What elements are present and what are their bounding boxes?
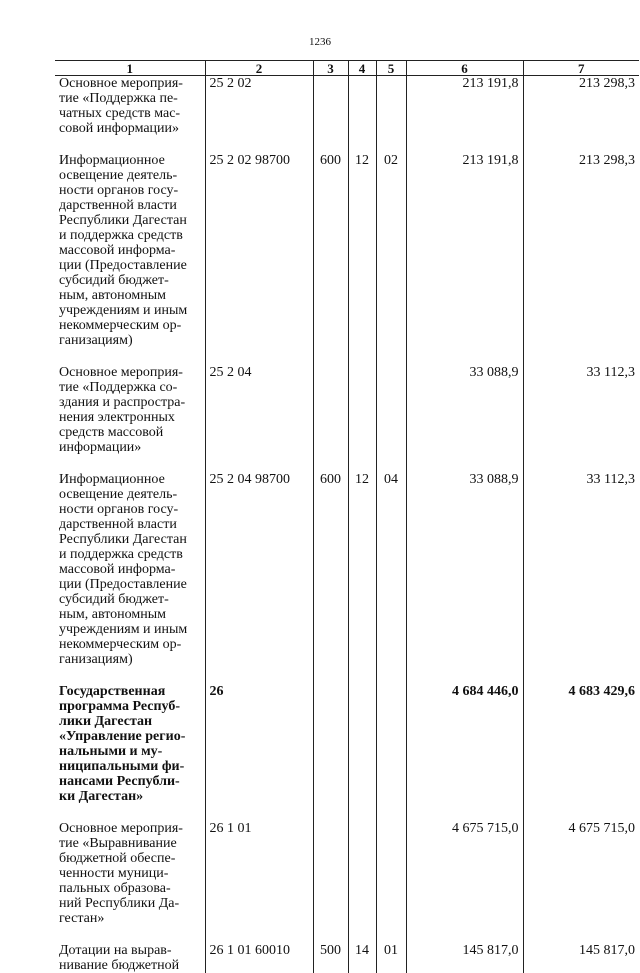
row-col3: 600 bbox=[313, 153, 348, 348]
spacer-cell bbox=[376, 804, 406, 821]
row-col5: 02 bbox=[376, 153, 406, 348]
spacer-cell bbox=[376, 136, 406, 153]
row-name: Основное мероприя- тие «Поддержка пе- чатных средств мас- совой информации» bbox=[55, 76, 205, 137]
row-code: 25 2 02 bbox=[205, 76, 313, 137]
spacer-cell bbox=[313, 926, 348, 943]
row-value-7: 145 817,0 bbox=[523, 943, 639, 973]
row-name: Дотации на вырав- нивание бюджетной bbox=[55, 943, 205, 973]
spacer-cell bbox=[523, 348, 639, 365]
row-value-6: 213 191,8 bbox=[406, 76, 523, 137]
row-col4: 14 bbox=[348, 943, 376, 973]
spacer-cell bbox=[348, 667, 376, 684]
spacer-cell bbox=[205, 455, 313, 472]
spacer-cell bbox=[523, 926, 639, 943]
spacer-cell bbox=[406, 348, 523, 365]
spacer-cell bbox=[55, 926, 205, 943]
row-col3 bbox=[313, 365, 348, 455]
spacer-cell bbox=[348, 926, 376, 943]
row-value-7: 33 112,3 bbox=[523, 365, 639, 455]
row-code: 26 1 01 bbox=[205, 821, 313, 926]
row-value-6: 145 817,0 bbox=[406, 943, 523, 973]
spacer-cell bbox=[406, 136, 523, 153]
spacer-cell bbox=[205, 348, 313, 365]
row-code: 26 bbox=[205, 684, 313, 804]
row-value-7: 213 298,3 bbox=[523, 76, 639, 137]
column-header-6: 6 bbox=[406, 61, 523, 76]
table-row bbox=[55, 943, 639, 973]
spacer-cell bbox=[313, 667, 348, 684]
spacer-cell bbox=[205, 926, 313, 943]
spacer-cell bbox=[376, 926, 406, 943]
spacer-cell bbox=[406, 667, 523, 684]
row-spacer bbox=[55, 667, 639, 684]
row-col4 bbox=[348, 684, 376, 804]
spacer-cell bbox=[406, 455, 523, 472]
table-row bbox=[55, 153, 639, 348]
table-row bbox=[55, 684, 639, 804]
row-name: Информационное освещение деятель- ности органов госу- дарственной власти Республики Дагестан и поддержка средств массовой информа- ции (Предоставление субсидий бюджет- ным, автономным учреждениям и иным некоммерческим ор- ганизациям) bbox=[55, 153, 205, 348]
row-col5 bbox=[376, 365, 406, 455]
row-col4 bbox=[348, 365, 376, 455]
spacer-cell bbox=[313, 136, 348, 153]
spacer-cell bbox=[55, 136, 205, 153]
row-col3: 500 bbox=[313, 943, 348, 973]
page-number: 1236 bbox=[0, 36, 640, 48]
row-code: 25 2 04 98700 bbox=[205, 472, 313, 667]
row-value-7: 33 112,3 bbox=[523, 472, 639, 667]
spacer-cell bbox=[406, 926, 523, 943]
table-row bbox=[55, 76, 639, 137]
row-col5 bbox=[376, 821, 406, 926]
table-row bbox=[55, 472, 639, 667]
spacer-cell bbox=[523, 667, 639, 684]
spacer-cell bbox=[523, 455, 639, 472]
row-spacer bbox=[55, 455, 639, 472]
spacer-cell bbox=[348, 804, 376, 821]
table-row bbox=[55, 821, 639, 926]
row-col5 bbox=[376, 76, 406, 137]
row-value-7: 213 298,3 bbox=[523, 153, 639, 348]
spacer-cell bbox=[313, 804, 348, 821]
row-name: Информационное освещение деятель- ности органов госу- дарственной власти Республики Дагестан и поддержка средств массовой информа- ции (Предоставление субсидий бюджет- ным, автономным учреждениям и иным некоммерческим ор- ганизациям) bbox=[55, 472, 205, 667]
spacer-cell bbox=[55, 455, 205, 472]
row-code: 25 2 02 98700 bbox=[205, 153, 313, 348]
row-spacer bbox=[55, 136, 639, 153]
row-name: Государственная программа Респуб- лики Дагестан «Управление регио- нальными и му- ниципальными фи- нансами Республи- ки Дагестан» bbox=[55, 684, 205, 804]
row-col5 bbox=[376, 684, 406, 804]
row-value-7: 4 683 429,6 bbox=[523, 684, 639, 804]
row-col4: 12 bbox=[348, 153, 376, 348]
table-row bbox=[55, 365, 639, 455]
column-header-3: 3 bbox=[313, 61, 348, 76]
column-header-2: 2 bbox=[205, 61, 313, 76]
row-value-6: 213 191,8 bbox=[406, 153, 523, 348]
row-col3: 600 bbox=[313, 472, 348, 667]
row-value-6: 33 088,9 bbox=[406, 472, 523, 667]
row-name: Основное мероприя- тие «Поддержка со- здания и распростра- нения электронных средств массовой информации» bbox=[55, 365, 205, 455]
row-code: 26 1 01 60010 bbox=[205, 943, 313, 973]
row-spacer bbox=[55, 926, 639, 943]
table-body bbox=[55, 76, 639, 973]
spacer-cell bbox=[55, 804, 205, 821]
row-name: Основное мероприя- тие «Выравнивание бюджетной обеспе- ченности муници- пальных образова- ний Республики Да- гестан» bbox=[55, 821, 205, 926]
row-value-7: 4 675 715,0 bbox=[523, 821, 639, 926]
spacer-cell bbox=[406, 804, 523, 821]
budget-table bbox=[55, 60, 639, 973]
spacer-cell bbox=[523, 136, 639, 153]
spacer-cell bbox=[376, 667, 406, 684]
row-value-6: 33 088,9 bbox=[406, 365, 523, 455]
row-col4 bbox=[348, 76, 376, 137]
spacer-cell bbox=[313, 455, 348, 472]
spacer-cell bbox=[205, 136, 313, 153]
row-spacer bbox=[55, 804, 639, 821]
row-col4 bbox=[348, 821, 376, 926]
spacer-cell bbox=[205, 804, 313, 821]
row-col3 bbox=[313, 76, 348, 137]
table-header-row bbox=[55, 61, 639, 76]
spacer-cell bbox=[205, 667, 313, 684]
spacer-cell bbox=[376, 455, 406, 472]
spacer-cell bbox=[313, 348, 348, 365]
row-col3 bbox=[313, 821, 348, 926]
column-header-7: 7 bbox=[523, 61, 639, 76]
row-spacer bbox=[55, 348, 639, 365]
spacer-cell bbox=[523, 804, 639, 821]
row-col3 bbox=[313, 684, 348, 804]
spacer-cell bbox=[55, 348, 205, 365]
row-col5: 01 bbox=[376, 943, 406, 973]
row-code: 25 2 04 bbox=[205, 365, 313, 455]
column-header-5: 5 bbox=[376, 61, 406, 76]
row-value-6: 4 684 446,0 bbox=[406, 684, 523, 804]
spacer-cell bbox=[348, 136, 376, 153]
spacer-cell bbox=[348, 455, 376, 472]
spacer-cell bbox=[348, 348, 376, 365]
column-header-1: 1 bbox=[55, 61, 205, 76]
spacer-cell bbox=[55, 667, 205, 684]
spacer-cell bbox=[376, 348, 406, 365]
row-col5: 04 bbox=[376, 472, 406, 667]
row-value-6: 4 675 715,0 bbox=[406, 821, 523, 926]
row-col4: 12 bbox=[348, 472, 376, 667]
column-header-4: 4 bbox=[348, 61, 376, 76]
